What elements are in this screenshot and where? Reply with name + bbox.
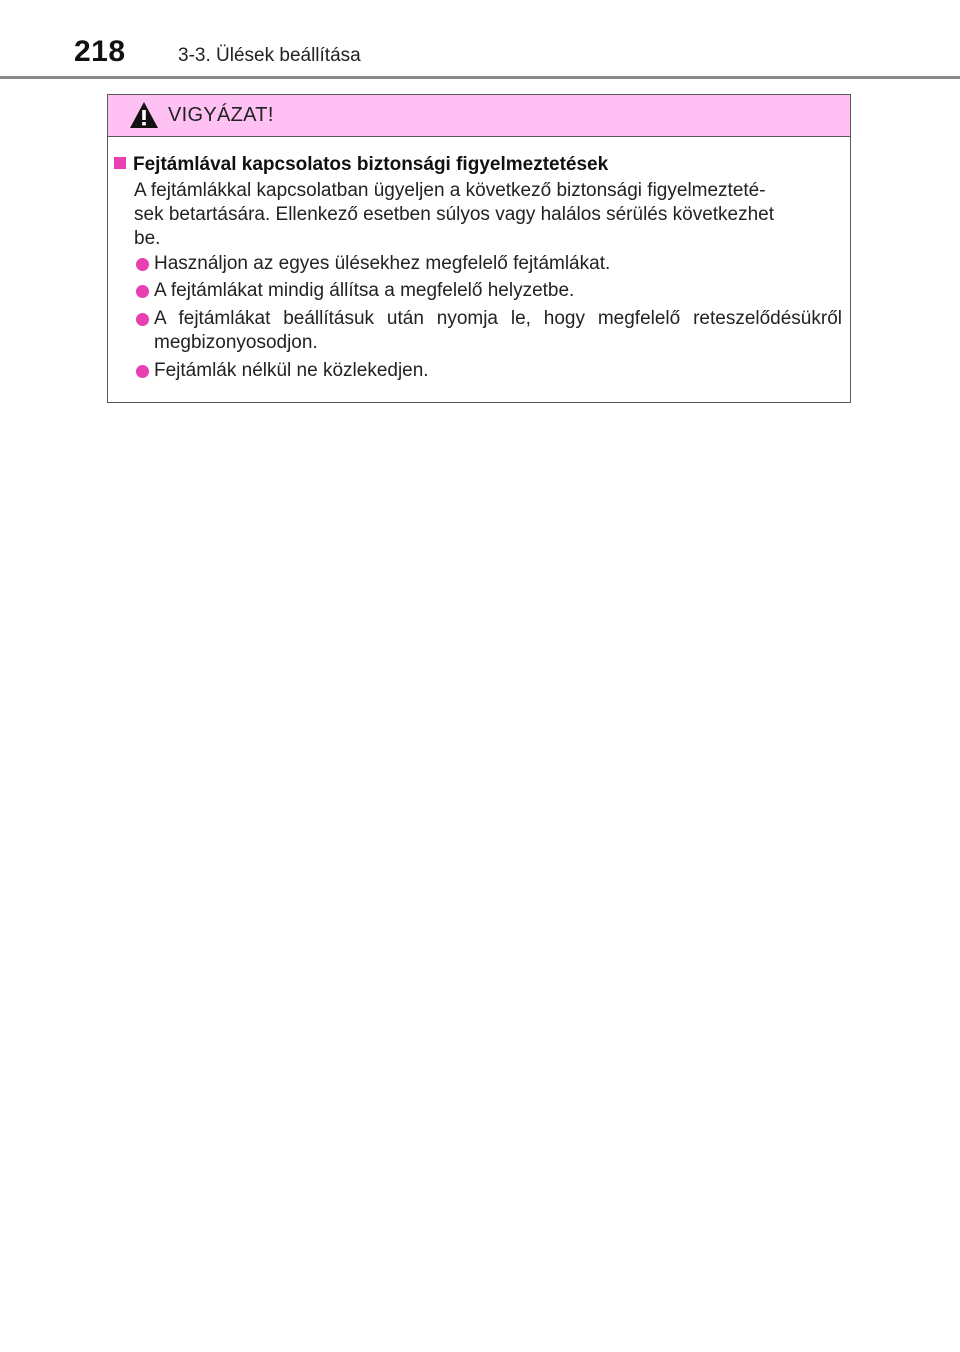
page-header: [0, 0, 960, 80]
square-bullet-icon: [114, 157, 126, 169]
caution-header: [108, 95, 850, 137]
list-item: [134, 279, 842, 303]
list-item: [134, 307, 842, 355]
intro-line: be.: [134, 228, 161, 249]
round-bullet-icon: [136, 285, 149, 298]
list-item-text: Használjon az egyes ülésekhez megfelelő fejtámlákat.: [154, 253, 611, 274]
warning-triangle-icon: [128, 100, 160, 130]
list-item-text: Fejtámlák nélkül ne közlekedjen.: [154, 360, 429, 381]
intro-line: A fejtámlákkal kapcsolatban ügyeljen a következő biztonsági figyelmezteté-: [134, 180, 766, 201]
caution-intro: [134, 179, 842, 251]
round-bullet-icon: [136, 365, 149, 378]
caution-heading-text: Fejtámlával kapcsolatos biztonsági figyelmeztetések: [133, 154, 609, 175]
page-number: 218: [74, 35, 126, 68]
caution-heading: [114, 153, 608, 177]
list-item-text: A fejtámlákat mindig állítsa a megfelelő helyzetbe.: [154, 280, 575, 301]
intro-line: sek betartására. Ellenkező esetben súlyos vagy halálos sérülés következhet: [134, 204, 775, 225]
header-divider: [0, 76, 960, 79]
caution-box: [107, 94, 851, 403]
section-title: 3-3. Ülések beállítása: [178, 45, 361, 66]
list-item: [134, 252, 842, 276]
list-item-text: A fejtámlákat beállításuk után nyomja le, hogy megfelelő reteszelődésükről megbizonyosodjon.: [154, 308, 842, 353]
list-item: [134, 359, 842, 383]
caution-label: VIGYÁZAT!: [168, 104, 274, 126]
round-bullet-icon: [136, 258, 149, 271]
round-bullet-icon: [136, 313, 149, 326]
